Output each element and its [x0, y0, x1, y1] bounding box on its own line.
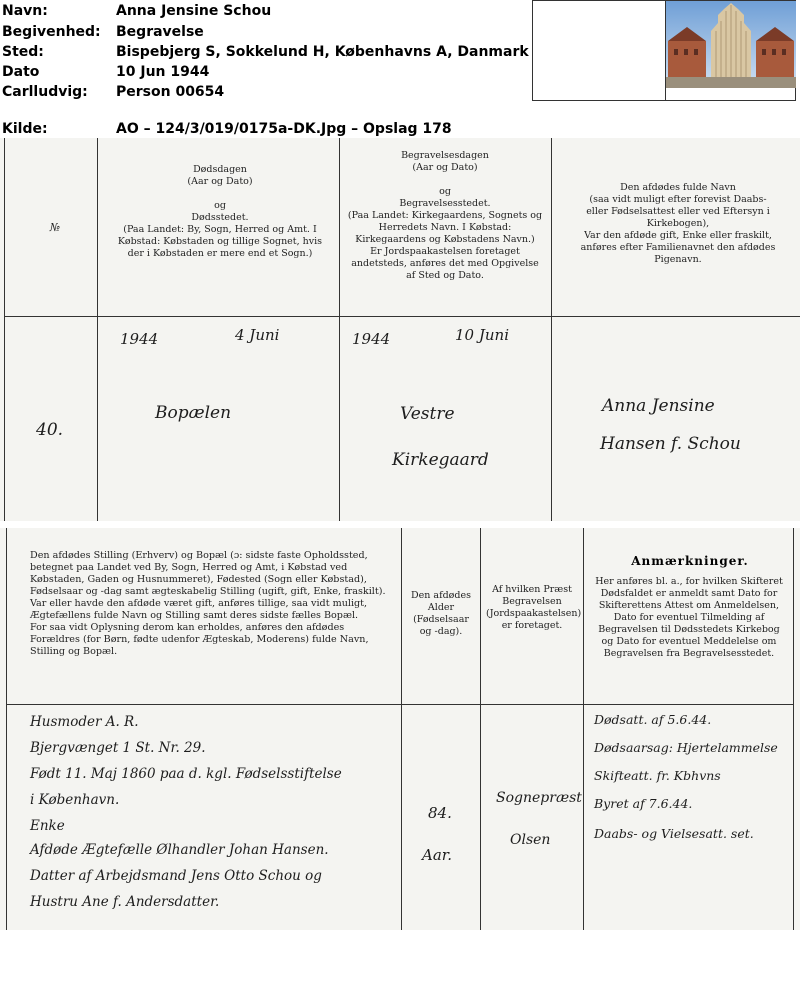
age-value: 84.: [428, 804, 452, 822]
occupation-line: Husmoder A. R.: [30, 714, 139, 730]
field-label: Kilde:: [2, 121, 48, 137]
priest-line2: Olsen: [510, 832, 551, 848]
col-header-remarks: Her anføres bl. a., for hvilken Skifteret Dødsfaldet er anmeldt samt Dato for Skifterettens Attest om Anmeldelsen, Dato for eventuel Tilmelding af Begravelsen til Dødsstedets Kirkebog og Dato for eventuel Meddelelse om Begravelsen fra Begravelsesstedet.: [595, 576, 783, 659]
remark-line: Byret af 7.6.44.: [594, 796, 693, 811]
field-label: Begivenhed:: [2, 24, 101, 40]
occupation-line: Datter af Arbejdsmand Jens Otto Schou og: [30, 868, 322, 884]
church-illustration: [666, 1, 796, 88]
col-header-death: Dødsdagen (Aar og Dato) og Dødsstedet. (Paa Landet: By, Sogn, Herred og Amt. I Købstad: Købstaden og tillige Sognet, hvis der i Købstaden er mere end et Sogn.): [117, 164, 323, 259]
church-photo: [666, 1, 796, 88]
field-value: Bispebjerg S, Sokkelund H, Københavns A, Danmark: [116, 44, 529, 60]
occupation-line: Enke: [30, 818, 65, 834]
burial-place-line1: Vestre: [400, 404, 455, 424]
priest-line1: Sognepræst: [496, 790, 582, 806]
occupation-line: Afdøde Ægtefælle Ølhandler Johan Hansen.: [30, 842, 329, 858]
remark-line: Dødsaarsag: Hjertelammelse: [594, 740, 778, 755]
col-header-age: Den afdødes Alder (Fødselsaar og -dag).: [411, 590, 471, 637]
death-year: 1944: [120, 330, 159, 348]
col-header-burial: Begravelsesdagen (Aar og Dato) og Begravelsesstedet. (Paa Landet: Kirkegaardens, Sognets og Herredets Navn. I Købstad: Kirkegaardens og Købstadens Navn.) Er Jordspaakastelsen foretaget andetsteds, anføres det med Opgivelse af Sted og Dato.: [347, 150, 543, 281]
occupation-line: Født 11. Maj 1860 paa d. kgl. Fødselsstiftelse: [30, 766, 342, 782]
deceased-name-line1: Anna Jensine: [602, 396, 715, 416]
burial-place-line2: Kirkegaard: [392, 450, 489, 470]
rule: [4, 316, 800, 317]
field-value: Begravelse: [116, 24, 204, 40]
remark-line: Daabs- og Vielsesatt. set.: [594, 826, 754, 841]
remark-line: Skifteatt. fr. Kbhvns: [594, 768, 721, 783]
burial-year: 1944: [352, 330, 391, 348]
death-place: Bopælen: [155, 403, 232, 423]
rule: [551, 138, 552, 521]
field-label: Dato: [2, 64, 40, 80]
occupation-line: Bjergvænget 1 St. Nr. 29.: [30, 740, 206, 756]
death-date: 4 Juni: [235, 326, 280, 344]
field-label: Carlludvig:: [2, 84, 88, 100]
rule: [97, 138, 98, 521]
field-value: Person 00654: [116, 84, 225, 100]
rule: [480, 528, 481, 930]
field-value: 10 Jun 1944: [116, 64, 210, 80]
col-header-remarks-title: Anmærkninger.: [631, 554, 749, 568]
field-value: AO – 124/3/019/0175a-DK.Jpg – Opslag 178: [116, 121, 452, 137]
remark-line: Dødsatt. af 5.6.44.: [594, 712, 712, 727]
rule: [339, 138, 340, 521]
age-unit: Aar.: [422, 846, 453, 864]
photo-frame: [532, 0, 796, 101]
register-sheet-bottom: [0, 528, 800, 930]
burial-date: 10 Juni: [455, 326, 509, 344]
occupation-line: i København.: [30, 792, 120, 808]
rule: [583, 528, 584, 930]
field-label: Navn:: [2, 3, 48, 19]
col-header-name: Den afdødes fulde Navn (saa vidt muligt efter forevist Daabs- eller Fødselsattest eller ved Eftersyn i Kirkebogen), Var den afdøde gift, Enke eller fraskilt, anføres efter Familienavnet den afdødes Pigenavn.: [580, 182, 776, 265]
rule: [6, 704, 794, 705]
deceased-name-line2: Hansen f. Schou: [600, 434, 741, 454]
field-label: Sted:: [2, 44, 44, 60]
col-header-priest: Af hvilken Præst Begravelsen (Jordspaakastelsen) er foretaget.: [486, 584, 582, 631]
rule: [4, 138, 5, 521]
occupation-line: Hustru Ane f. Andersdatter.: [30, 894, 220, 910]
col-header-no: №: [49, 221, 61, 234]
field-value: Anna Jensine Schou: [116, 3, 272, 19]
rule: [6, 528, 7, 930]
entry-number: 40.: [36, 420, 64, 440]
rule: [401, 528, 402, 930]
register-sheet-top: [0, 138, 800, 521]
rule: [793, 528, 794, 930]
col-header-occupation: Den afdødes Stilling (Erhverv) og Bopæl (ɔ: sidste faste Opholdssted, betegnet paa Landet ved By, Sogn, Herred og Amt, i Købstad ved Købstaden, Gaden og Husnummeret), Fødested (Sogn eller Købstad), Fødselsaar og -dag samt ægteskabelig Stilling (ugift, gift, Enke, fraskilt). Var eller havde den afdøde været gift, anføres tillige, saa vidt muligt, Ægtefællens fulde Navn og Stilling samt deres sidste fælles Bopæl. For saa vidt Oplysning derom kan erholdes, anføres den afdødes Forældres (for Børn, fødte udenfor Ægteskab, Moderens) fulde Navn, Stilling og Bopæl.: [30, 550, 386, 657]
